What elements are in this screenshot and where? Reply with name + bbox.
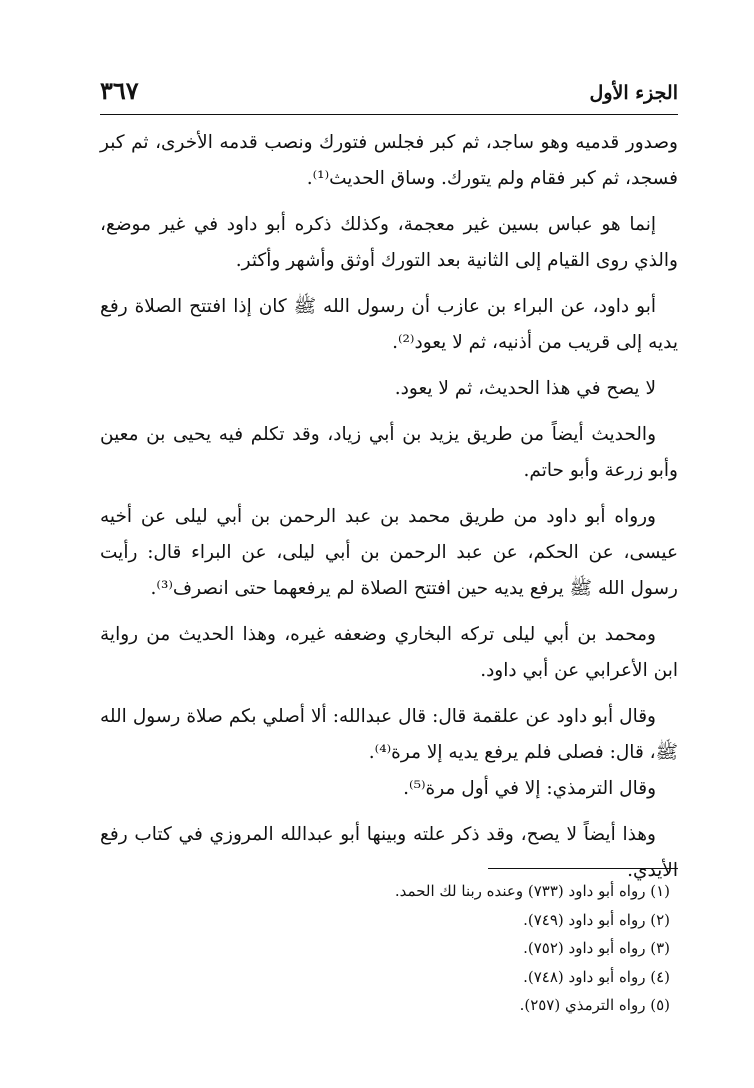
page-header [100,70,678,115]
footnotes [100,868,678,1020]
paragraph: ومحمد بن أبي ليلى تركه البخاري وضعفه غيره، وهذا الحديث من رواية ابن الأعرابي عن أبي داود. [100,624,678,681]
paragraph: أبو داود، عن البراء بن عازب أن رسول الله ﷺ كان إذا افتتح الصلاة رفع يديه إلى قريب من أذنيه، ثم لا يعود⁽²⁾. [100,296,678,353]
page-number: ٣٦٧ [100,76,139,105]
paragraph: إنما هو عباس بسين غير معجمة، وكذلك ذكره أبو داود في غير موضع، والذي روى القيام إلى الثانية بعد التورك أوثق وأشهر وأكثر. [100,214,678,271]
paragraph: وهذا أيضاً لا يصح، وقد ذكر علته وبينها أبو عبدالله المروزي في كتاب رفع الأيدي. [100,824,678,881]
footnote-separator [488,868,678,869]
footnote: (٤) رواه أبو داود (٧٤٨). [523,967,670,986]
body-text [100,115,678,889]
paragraph: ورواه أبو داود من طريق محمد بن عبد الرحمن بن أبي ليلى عن أخيه عيسى، عن الحكم، عن عبد الرحمن بن أبي ليلى، عن البراء قال: رأيت رسول الله ﷺ يرفع يديه حين افتتح الصلاة لم يرفعهما حتى انصرف⁽³⁾. [100,506,678,599]
footnote: (٢) رواه أبو داود (٧٤٩). [523,910,670,929]
paragraph: لا يصح في هذا الحديث، ثم لا يعود. [394,378,656,399]
book-page [100,70,678,1030]
paragraph: وقال أبو داود عن علقمة قال: قال عبدالله: ألا أصلي بكم صلاة رسول الله ﷺ، قال: فصلى فلم يرفع يديه إلا مرة⁽⁴⁾. [100,706,678,763]
paragraph: وصدور قدميه وهو ساجد، ثم كبر فجلس فتورك ونصب قدمه الأخرى، ثم كبر فسجد، ثم كبر فقام ولم يتورك. وساق الحديث⁽¹⁾. [100,132,678,189]
footnote: (٥) رواه الترمذي (٢٥٧). [519,996,670,1014]
footnote: (٣) رواه أبو داود (٧٥٢). [523,939,670,957]
running-head: الجزء الأول [589,82,678,104]
paragraph: وقال الترمذي: إلا في أول مرة⁽⁵⁾. [403,778,656,799]
paragraph: والحديث أيضاً من طريق يزيد بن أبي زياد، وقد تكلم فيه يحيى بن معين وأبو زرعة وأبو حاتم. [100,424,678,481]
footnote: (١) رواه أبو داود (٧٣٣) وعنده ربنا لك الحمد. [394,882,670,900]
